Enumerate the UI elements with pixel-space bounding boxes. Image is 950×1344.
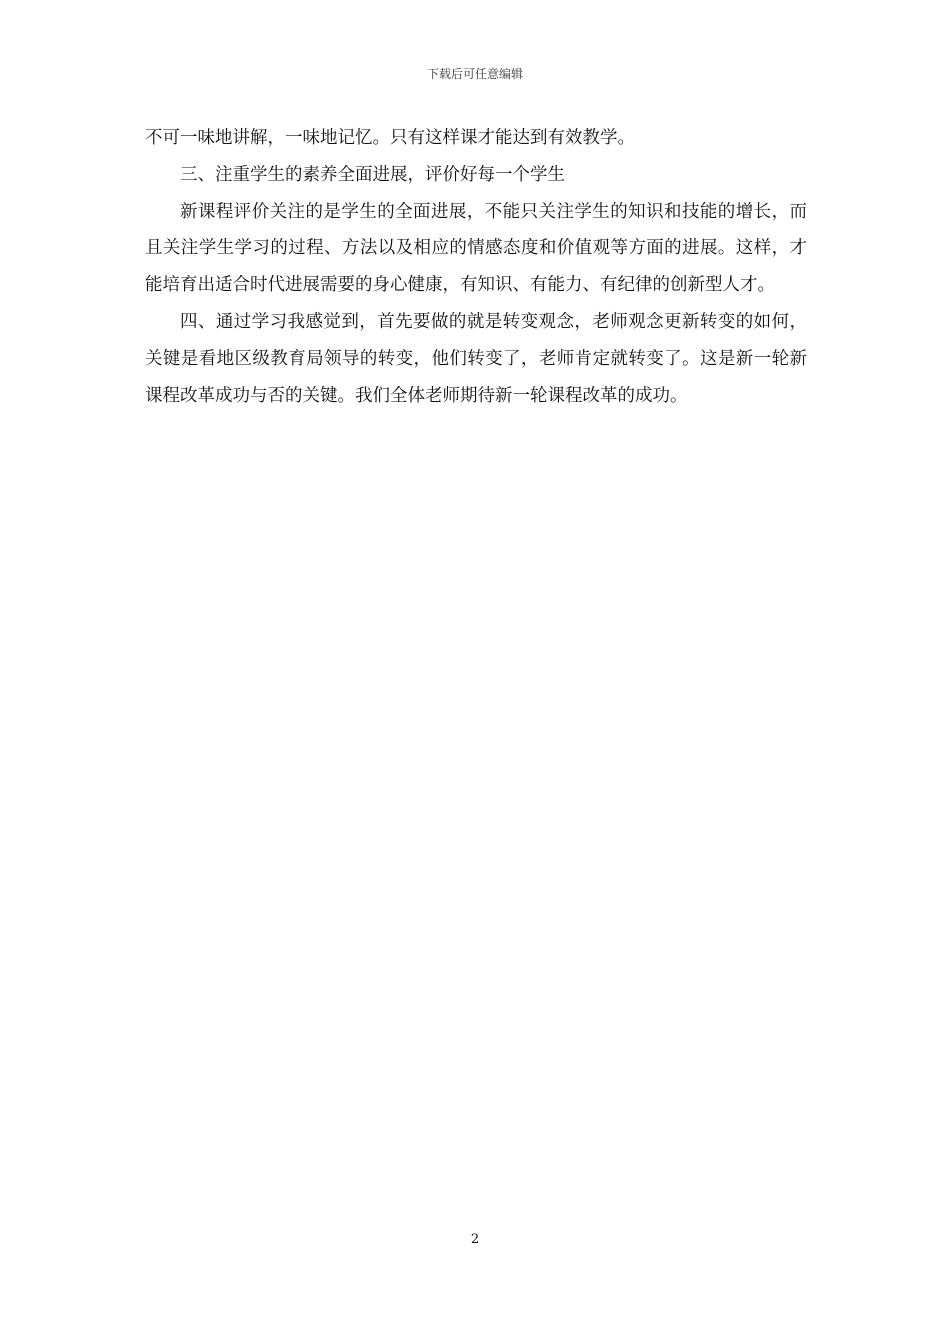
document-body: [145, 120, 807, 414]
page-number: 2: [470, 1232, 480, 1247]
section-heading-four: 四、通过学习我感觉到，首先要做的就是转变观念，老师观念更新转变的如何，关键是看地区级教育局领导的转变，他们转变了，老师肯定就转变了。这是新一轮新课程改革成功与否的关键。我们全体老师期待新一轮课程改革的成功。: [145, 311, 807, 406]
paragraph-evaluation: 新课程评价关注的是学生的全面进展，不能只关注学生的知识和技能的增长，而且关注学生学习的过程、方法以及相应的情感态度和价值观等方面的进展。这样，才能培育出适合时代进展需要的身心健康，有知识、有能力、有纪律的创新型人才。: [145, 201, 807, 296]
page-header: 下载后可任意编辑: [426, 67, 523, 81]
section-heading-three: 三、注重学生的素养全面进展，评价好每一个学生: [180, 164, 565, 185]
paragraph-continuation: 不可一味地讲解，一味地记忆。只有这样课才能达到有效教学。: [145, 128, 635, 148]
